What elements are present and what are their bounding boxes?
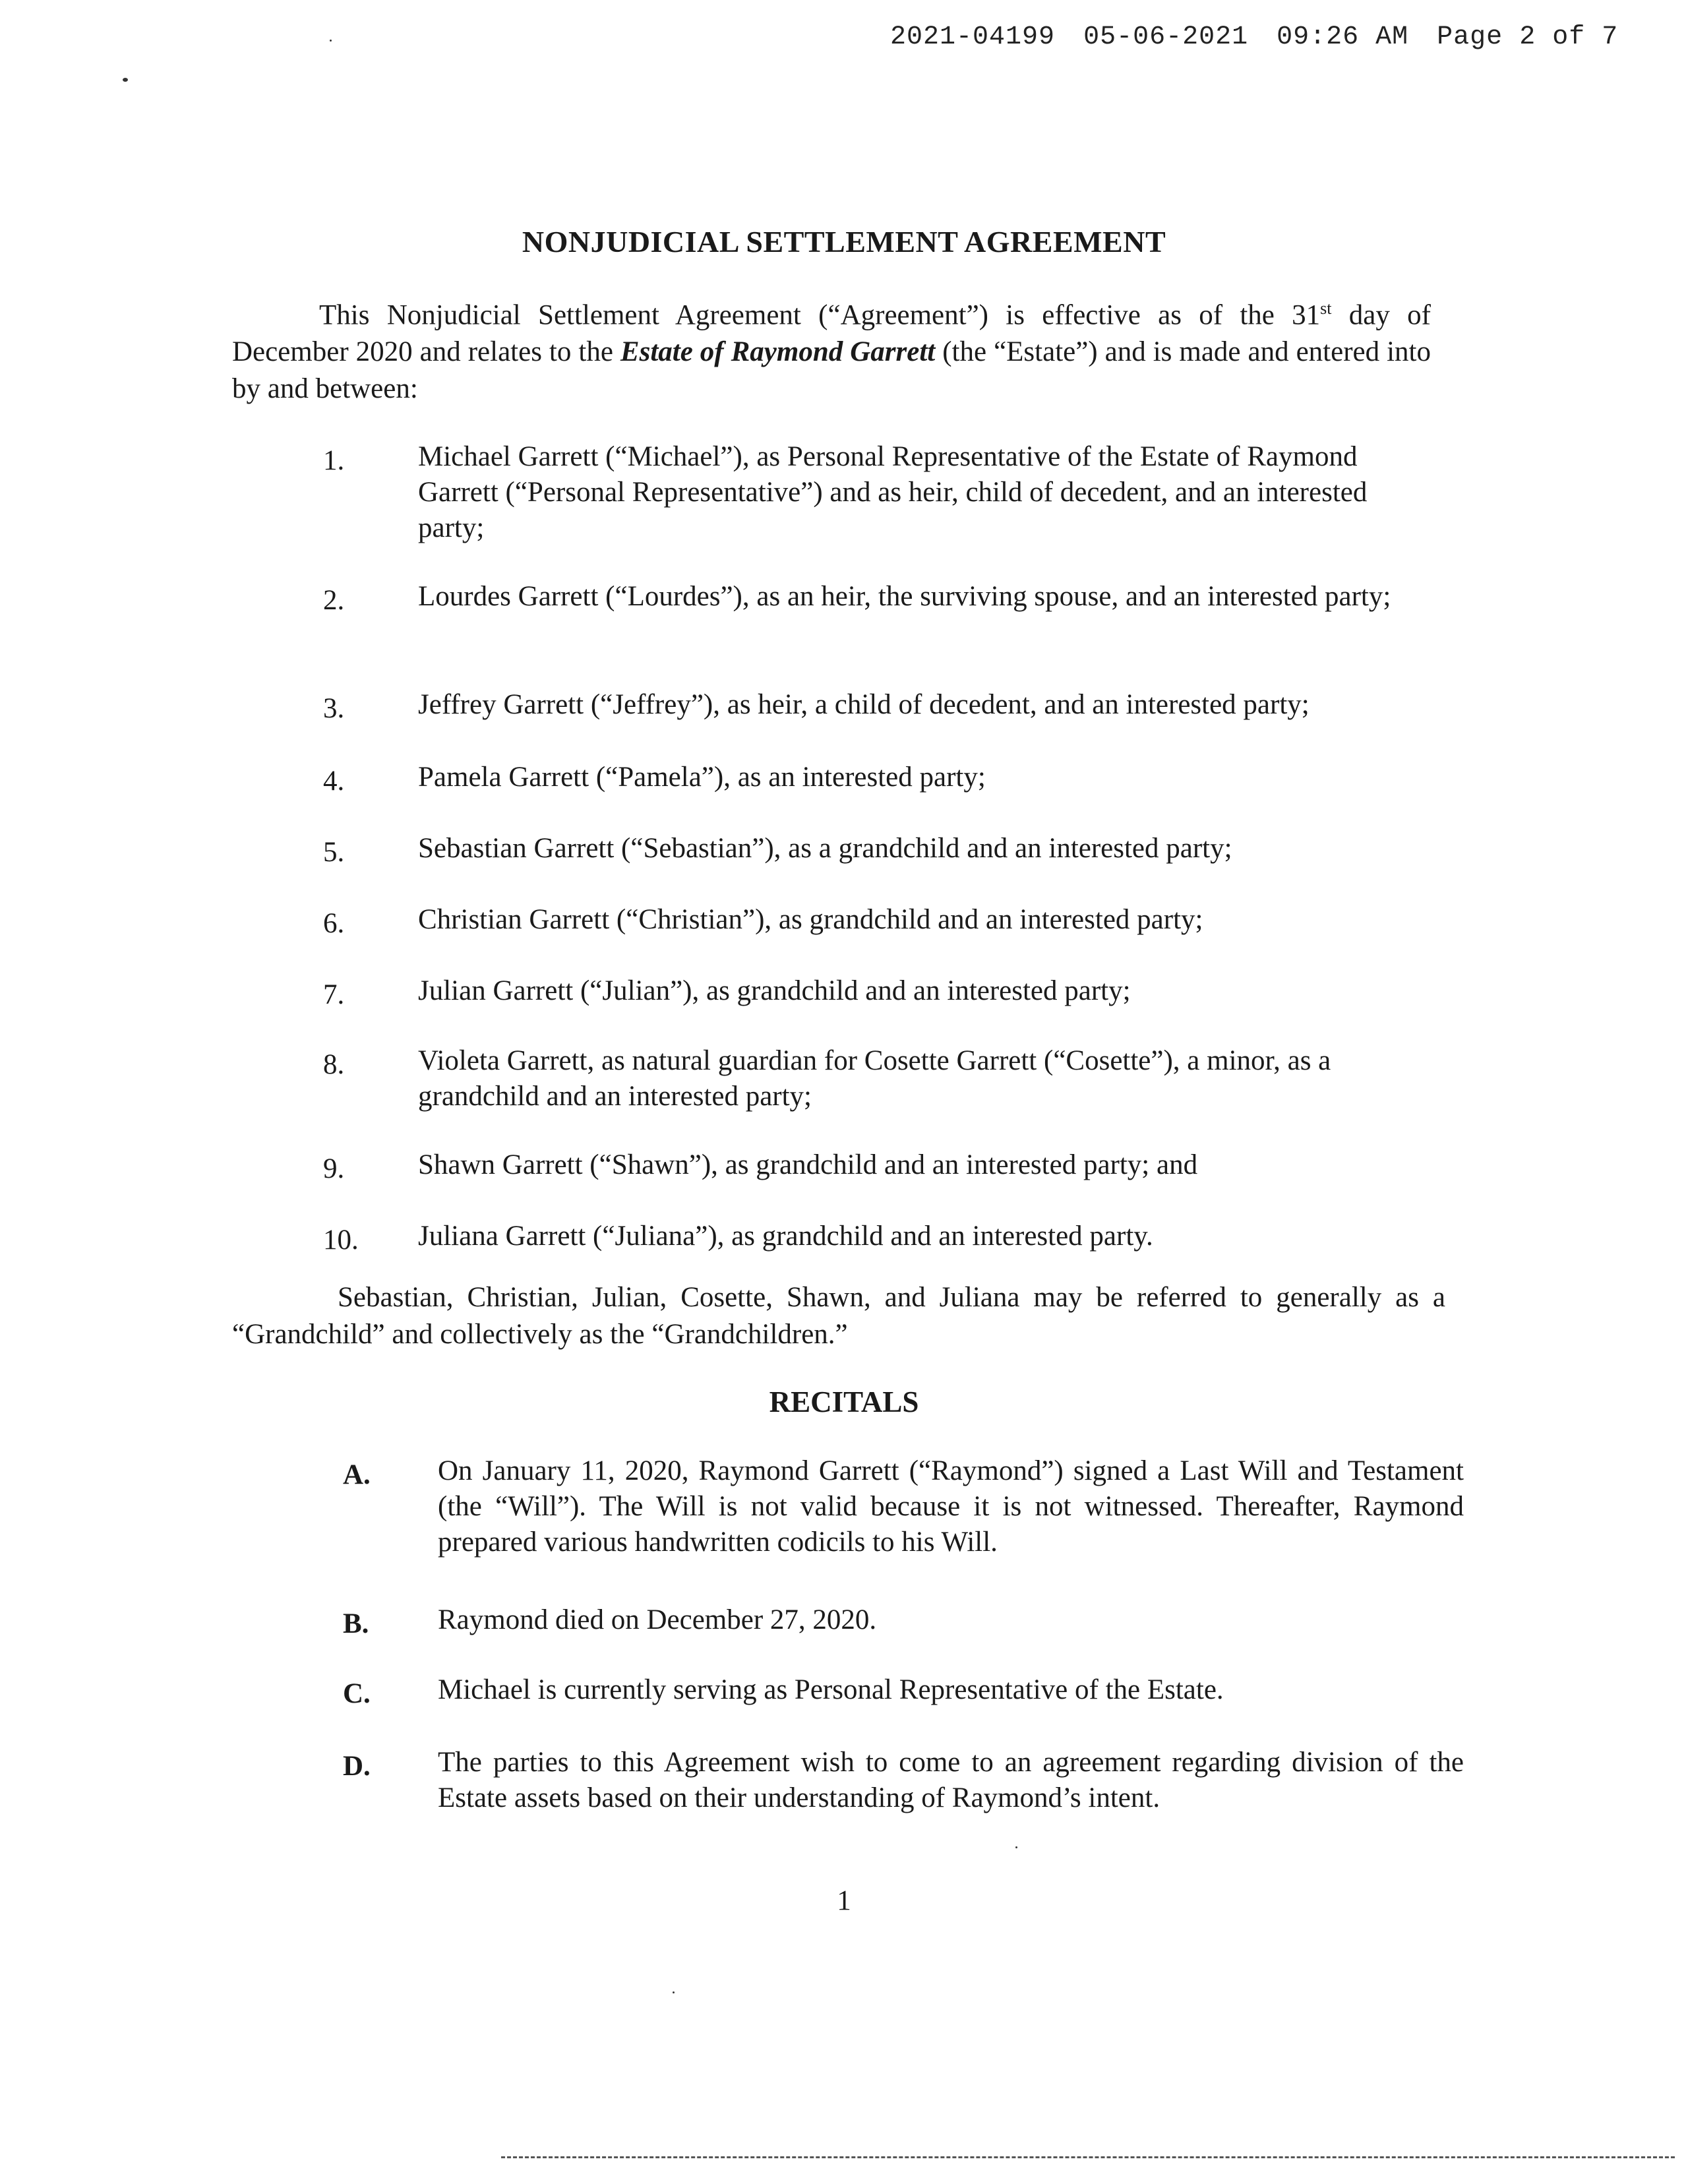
summary-text: Sebastian, Christian, Julian, Cosette, Shawn, and Juliana may be referred to generally as a “Grandchild” and collectively as the “Grandchildren.” — [232, 1282, 1445, 1350]
scan-speck — [330, 40, 332, 42]
party-text: Jeffrey Garrett (“Jeffrey”), as heir, a child of decedent, and an interested party; — [418, 689, 1310, 720]
recital-text: Raymond died on December 27, 2020. — [438, 1604, 877, 1635]
party-text: Michael Garrett (“Michael”), as Personal Representative of the Estate of Raymond Garrett (“Personal Representative”) and as heir, child of decedent, and an interested party; — [418, 441, 1368, 543]
party-number: 4. — [323, 766, 345, 797]
fax-date: 05-06-2021 — [1083, 22, 1249, 52]
intro-part2: day of December 2020 and relates to the — [232, 299, 1431, 368]
party-text: Juliana Garrett (“Juliana”), as grandchild and an interested party. — [418, 1221, 1153, 1252]
fax-page: Page 2 of 7 — [1437, 22, 1619, 52]
party-number: 7. — [323, 979, 345, 1010]
party-number: 6. — [323, 908, 345, 939]
party-number: 2. — [323, 585, 345, 616]
recital-text: On January 11, 2020, Raymond Garrett (“Raymond”) signed a Last Will and Testament (the “Will”). The Will is not valid because it is not witnessed. Thereafter, Raymond prepared various handwritten codicils to his Will. — [438, 1455, 1464, 1558]
party-number: 8. — [323, 1049, 345, 1080]
party-text: Christian Garrett (“Christian”), as grandchild and an interested party; — [418, 904, 1203, 935]
party-number: 3. — [323, 693, 345, 724]
scan-speck — [123, 78, 128, 82]
fax-time: 09:26 AM — [1277, 22, 1409, 52]
party-text: Violeta Garrett, as natural guardian for Cosette Garrett (“Cosette”), a minor, as a grandchild and an interested party; — [418, 1045, 1331, 1112]
grandchildren-summary — [232, 1279, 1445, 1353]
party-number: 1. — [323, 445, 345, 476]
intro-sup: st — [1320, 299, 1332, 318]
party-text: Lourdes Garrett (“Lourdes”), as an heir, the surviving spouse, and an interested party; — [418, 581, 1391, 612]
recital-letter: D. — [343, 1751, 371, 1782]
document-title: NONJUDICIAL SETTLEMENT AGREEMENT — [522, 225, 1166, 258]
party-text: Julian Garrett (“Julian”), as grandchild and an interested party; — [418, 975, 1131, 1006]
bottom-rule — [501, 2156, 1675, 2158]
page-number: 1 — [837, 1885, 851, 1916]
party-number: 9. — [323, 1153, 345, 1184]
party-number: 5. — [323, 837, 345, 868]
party-text: Pamela Garrett (“Pamela”), as an interested party; — [418, 762, 986, 793]
scan-speck — [1015, 1846, 1017, 1848]
recital-letter: B. — [343, 1608, 369, 1639]
intro-part1: This Nonjudicial Settlement Agreement (“Agreement”) is effective as of the 31 — [319, 299, 1321, 331]
recital-letter: A. — [343, 1459, 371, 1490]
intro-part3: (the “Estate”) and is made and entered into by and between: — [232, 336, 1431, 405]
recital-text: Michael is currently serving as Personal Representative of the Estate. — [438, 1674, 1224, 1705]
party-text: Sebastian Garrett (“Sebastian”), as a grandchild and an interested party; — [418, 833, 1232, 864]
fax-header — [890, 22, 1619, 52]
estate-name: Estate of Raymond Garrett — [620, 336, 936, 368]
intro-paragraph — [232, 290, 1431, 408]
fax-file-number: 2021-04199 — [890, 22, 1056, 52]
recitals-heading: RECITALS — [769, 1385, 919, 1418]
recital-letter: C. — [343, 1678, 371, 1709]
scan-speck — [673, 1991, 675, 1993]
party-number: 10. — [323, 1225, 359, 1256]
recital-text: The parties to this Agreement wish to come to an agreement regarding division of the Estate assets based on their understanding of Raymond’s intent. — [438, 1747, 1464, 1813]
party-text: Shawn Garrett (“Shawn”), as grandchild and an interested party; and — [418, 1149, 1198, 1180]
